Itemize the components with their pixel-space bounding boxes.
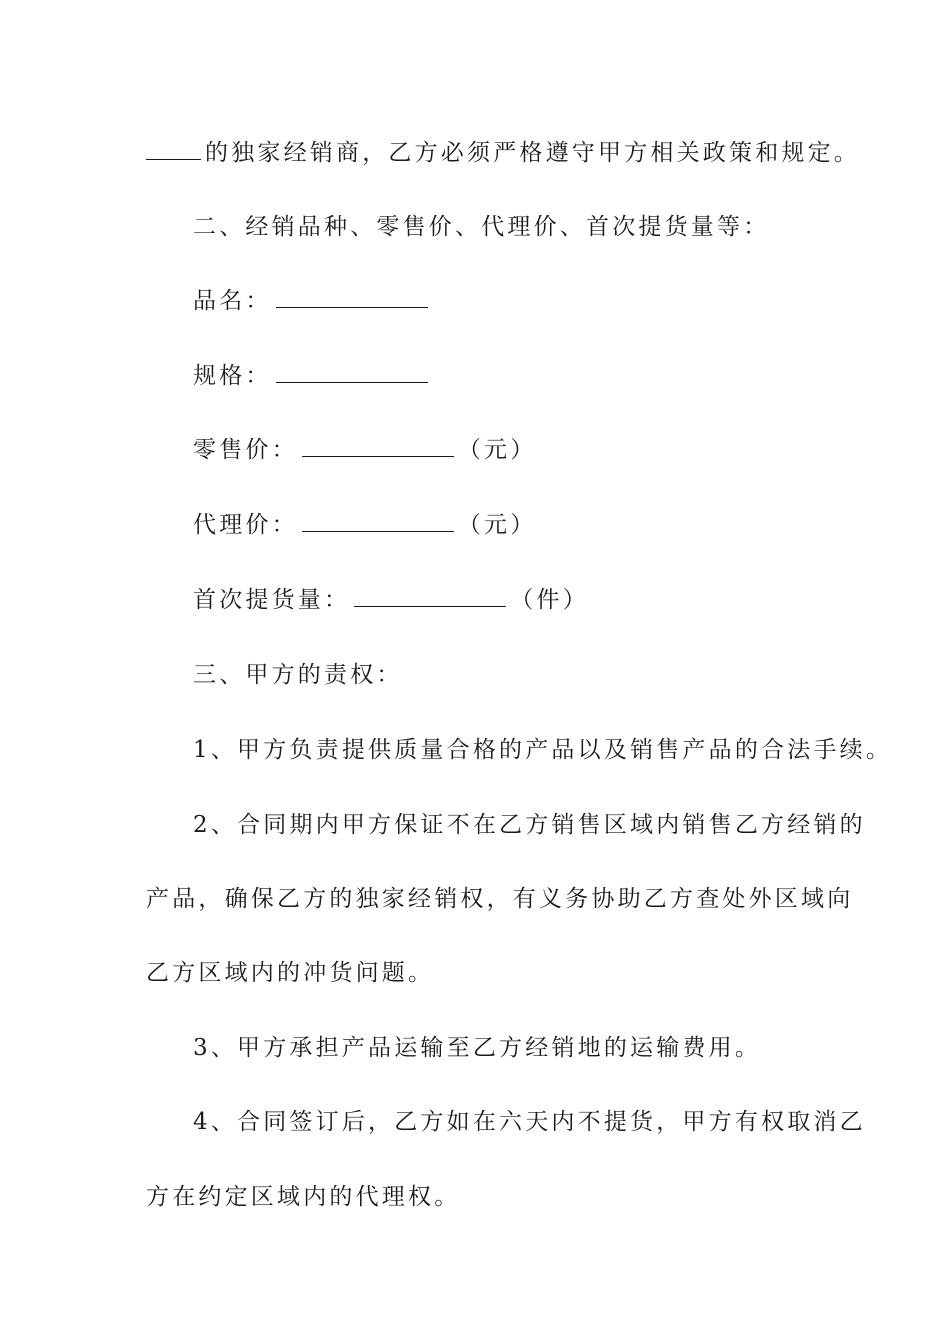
section-3-heading: 三、甲方的责权：	[193, 662, 403, 688]
clause-2-line-3: 乙方区域内的冲货问题。	[146, 960, 435, 986]
field-spec	[193, 361, 432, 391]
field-retail-price	[193, 435, 536, 465]
clause-4-line-2: 方在约定区域内的代理权。	[146, 1184, 461, 1210]
field-first-order-quantity	[193, 585, 589, 615]
field-unit: （件）	[510, 587, 589, 613]
clause-2-line-2: 产品，确保乙方的独家经销权，有义务协助乙方查处外区域向	[146, 886, 854, 912]
clause-4-line-1: 4、合同签订后，乙方如在六天内不提货，甲方有权取消乙	[193, 1109, 866, 1135]
field-label: 零售价：	[193, 437, 298, 463]
paragraph-exclusive-dealer	[146, 138, 860, 168]
paragraph-text: 的独家经销商，乙方必须严格遵守甲方相关政策和规定。	[205, 140, 860, 166]
fill-in-blank-product-name	[276, 287, 428, 308]
clause-3: 3、甲方承担产品运输至乙方经销地的运输费用。	[193, 1035, 762, 1061]
section-2-heading: 二、经销品种、零售价、代理价、首次提货量等：	[193, 214, 770, 240]
fill-in-blank-retail-price	[302, 436, 454, 457]
field-label: 代理价：	[193, 512, 298, 538]
field-agent-price	[193, 510, 536, 540]
fill-in-blank-first-order	[354, 586, 506, 607]
clause-2-line-1: 2、合同期内甲方保证不在乙方销售区域内销售乙方经销的	[193, 812, 866, 838]
field-unit: （元）	[457, 437, 537, 463]
fill-in-blank-agent-price	[302, 511, 454, 532]
fill-in-blank-region	[146, 139, 201, 160]
field-unit: （元）	[457, 512, 537, 538]
fill-in-blank-spec	[276, 362, 428, 383]
field-product-name	[193, 286, 432, 316]
field-label: 首次提货量：	[193, 587, 351, 613]
clause-1: 1、甲方负责提供质量合格的产品以及销售产品的合法手续。	[193, 737, 893, 763]
field-label: 品名：	[193, 288, 272, 314]
field-label: 规格：	[193, 363, 272, 389]
